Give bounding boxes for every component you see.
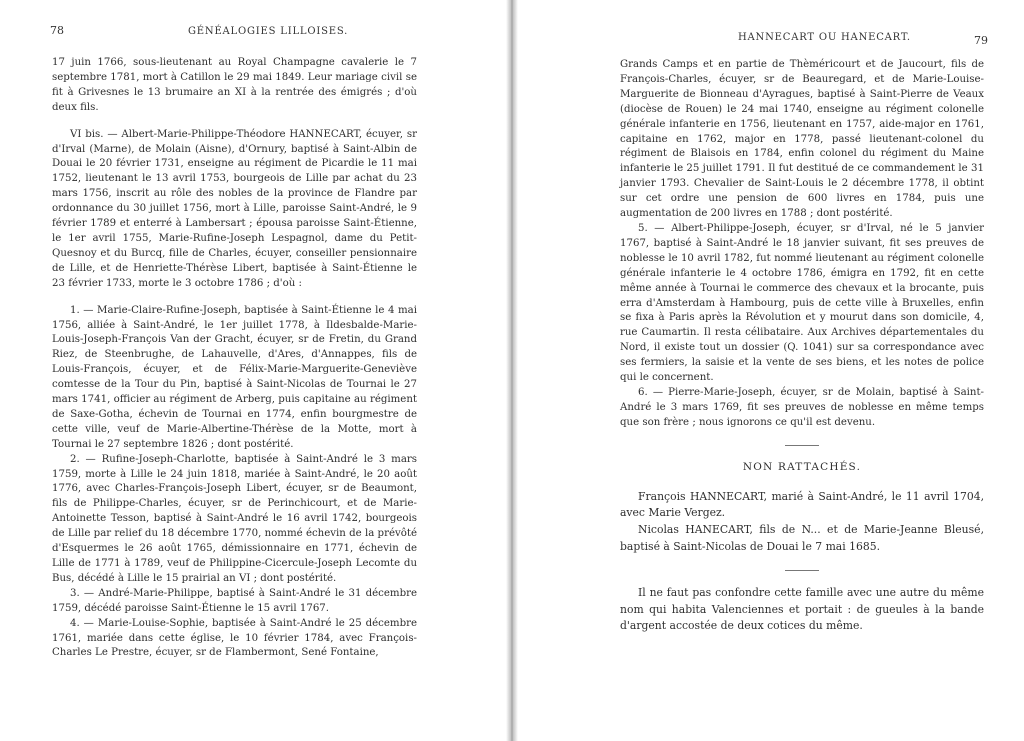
- left-paragraph: 2. — Rufine-Joseph-Charlotte, baptisée à Saint-André le 3 mars 1759, morte à Lille le 24 juin 1818, mariée à Saint-André, le 20 août 1776, avec Charles-François-Joseph Libert, écuyer, sr de Beaumont, fils de Philippe-Charles, écuyer, sr de Perinchicourt, et de Marie-Antoinette Tesson, baptisé à Saint-André le 16 avril 1742, bourgeois de Lille par relief du 18 décembre 1770, nommé échevin de la prévôté d'Esquermes le 26 août 1765, démissionnaire en 1771, échevin de Lille de 1771 à 1789, veuf de Philippine-Cicercule-Joseph Lecomte du Bus, décédé à Lille le 15 prairial an VI ; dont postérité.: [52, 453, 417, 584]
- left-paragraph: 3. — André-Marie-Philippe, baptisé à Saint-André le 31 décembre 1759, décédé paroisse Saint-Étienne le 15 avril 1767.: [52, 587, 417, 614]
- separator-rule: [785, 570, 819, 571]
- right-page-body: [620, 58, 984, 635]
- left-page: [0, 0, 508, 741]
- unattached-entry: Nicolas HANECART, fils de N... et de Marie-Jeanne Bleusé, baptisé à Saint-Nicolas de Douai le 7 mai 1685.: [620, 523, 984, 553]
- right-page: [516, 0, 1024, 741]
- closing-note: Il ne faut pas confondre cette famille avec une autre du même nom qui habita Valenciennes et portait : de gueules à la bande d'argent accostée de deux cotices du même.: [620, 585, 984, 633]
- unattached-entry: François HANNECART, marié à Saint-André, le 11 avril 1704, avec Marie Vergez.: [620, 489, 984, 520]
- separator-rule: [785, 445, 819, 446]
- left-paragraph: 1. — Marie-Claire-Rufine-Joseph, baptisée à Saint-Étienne le 4 mai 1756, alliée à Saint-André, le 1er juillet 1778, à Ildesbalde-Marie-Louis-Joseph-François Van der Gracht, écuyer, sr de Fretin, du Grand Riez, de Steenbrughe, de Lahauvelle, d'Ares, d'Annappes, fils de Louis-François, écuyer, et de Félix-Marie-Marguerite-Geneviève comtesse de la Tour du Pin, baptisé à Saint-Nicolas de Tournai le 27 mars 1741, officier au régiment de Arberg, puis capitaine au régiment de Saxe-Gotha, échevin de Tournai en 1774, enfin bourgmestre de cette ville, veuf de Marie-Albertine-Thérèse de la Motte, mort à Tournai le 27 septembre 1826 ; dont postérité.: [52, 304, 417, 450]
- left-page-number: 78: [50, 24, 64, 37]
- left-paragraph: 17 juin 1766, sous-lieutenant au Royal Champagne cavalerie le 7 septembre 1781, mort à Catillon le 29 mai 1849. Leur mariage civil se fit à Grivesnes le 13 brumaire an XI à la rentrée des émigrés ; d'où deux fils.: [52, 57, 417, 113]
- right-paragraph: 6. — Pierre-Marie-Joseph, écuyer, sr de Molain, baptisé à Saint-André le 3 mars 1769, fit ses preuves de noblesse en même temps que son frère ; nous ignorons ce qu'il est devenu.: [620, 386, 984, 428]
- left-running-head: GÉNÉALOGIES LILLOISES.: [188, 26, 349, 37]
- right-running-head: HANNECART OU HANECART.: [738, 32, 911, 43]
- right-paragraph: Grands Camps et en partie de Thèméricourt et de Jaucourt, fils de François-Charles, écuyer, sr de Beauregard, et de Marie-Louise-Marguerite de Bionneau d'Ayragues, baptisé à Saint-Pierre de Veaux (diocèse de Rouen) le 24 mai 1740, enseigne au régiment colonelle générale infanterie en 1756, lieutenant en 1757, aide-major en 1761, capitaine en 1762, major en 1778, passé lieutenant-colonel du régiment de Blaisois en 1784, enfin colonel du régiment du Maine infanterie le 25 juillet 1791. Il fut destitué de ce commandement le 31 janvier 1793. Chevalier de Saint-Louis le 2 décembre 1778, il obtint sur cet ordre une pension de 600 livres en 1784, puis une augmentation de 200 livres en 1788 ; dont postérité.: [620, 59, 984, 220]
- right-page-number: 79: [974, 34, 988, 47]
- section-title: NON RATTACHÉS.: [742, 460, 862, 473]
- left-page-body: [52, 56, 417, 661]
- left-paragraph: 4. — Marie-Louise-Sophie, baptisée à Saint-André le 25 décembre 1761, mariée dans cette église, le 10 février 1784, avec François-Charles Le Prestre, écuyer, sr de Flambermont, Sené Fontaine,: [52, 617, 417, 659]
- left-paragraph: VI bis. — Albert-Marie-Philippe-Théodore HANNECART, écuyer, sr d'Irval (Marne), de Molain (Aisne), d'Ornury, baptisé à Saint-Albin de Douai le 20 février 1731, enseigne au régiment de Picardie le 11 mai 1752, lieutenant le 13 avril 1753, bourgeois de Lille par achat du 23 mars 1756, inscrit au rôle des nobles de la province de Flandre par ordonnance du 30 juillet 1756, mort à Lille, paroisse Saint-André, le 9 février 1789 et enterré à Lambersart ; épousa paroisse Saint-Étienne, le 1er avril 1755, Marie-Rufine-Joseph Lespagnol, dame du Petit-Quesnoy et du Burcq, fille de Charles, écuyer, conseiller pensionnaire de Lille, et de Henriette-Thérèse Libert, baptisée à Saint-Étienne le 23 février 1733, morte le 3 octobre 1786 ; d'où :: [52, 128, 417, 289]
- right-paragraph: 5. — Albert-Philippe-Joseph, écuyer, sr d'Irval, né le 5 janvier 1767, baptisé à Saint-André le 18 janvier suivant, fit ses preuves de noblesse le 10 avril 1782, fut nommé lieutenant au régiment colonelle générale infanterie le 4 octobre 1786, émigra en 1792, fit en cette même année à Tournai le commerce des chevaux et la brocante, puis erra d'Amsterdam à Hambourg, puis de cette ville à Bruxelles, enfin se fixa à Paris après la Révolution et y mourut dans son domicile, 4, rue Caumartin. Il resta célibataire. Aux Archives départementales du Nord, il existe tout un dossier (Q. 1041) sur sa correspondance avec ses fermiers, la saisie et la vente de ses biens, et les notes de police qui le concernent.: [620, 222, 984, 384]
